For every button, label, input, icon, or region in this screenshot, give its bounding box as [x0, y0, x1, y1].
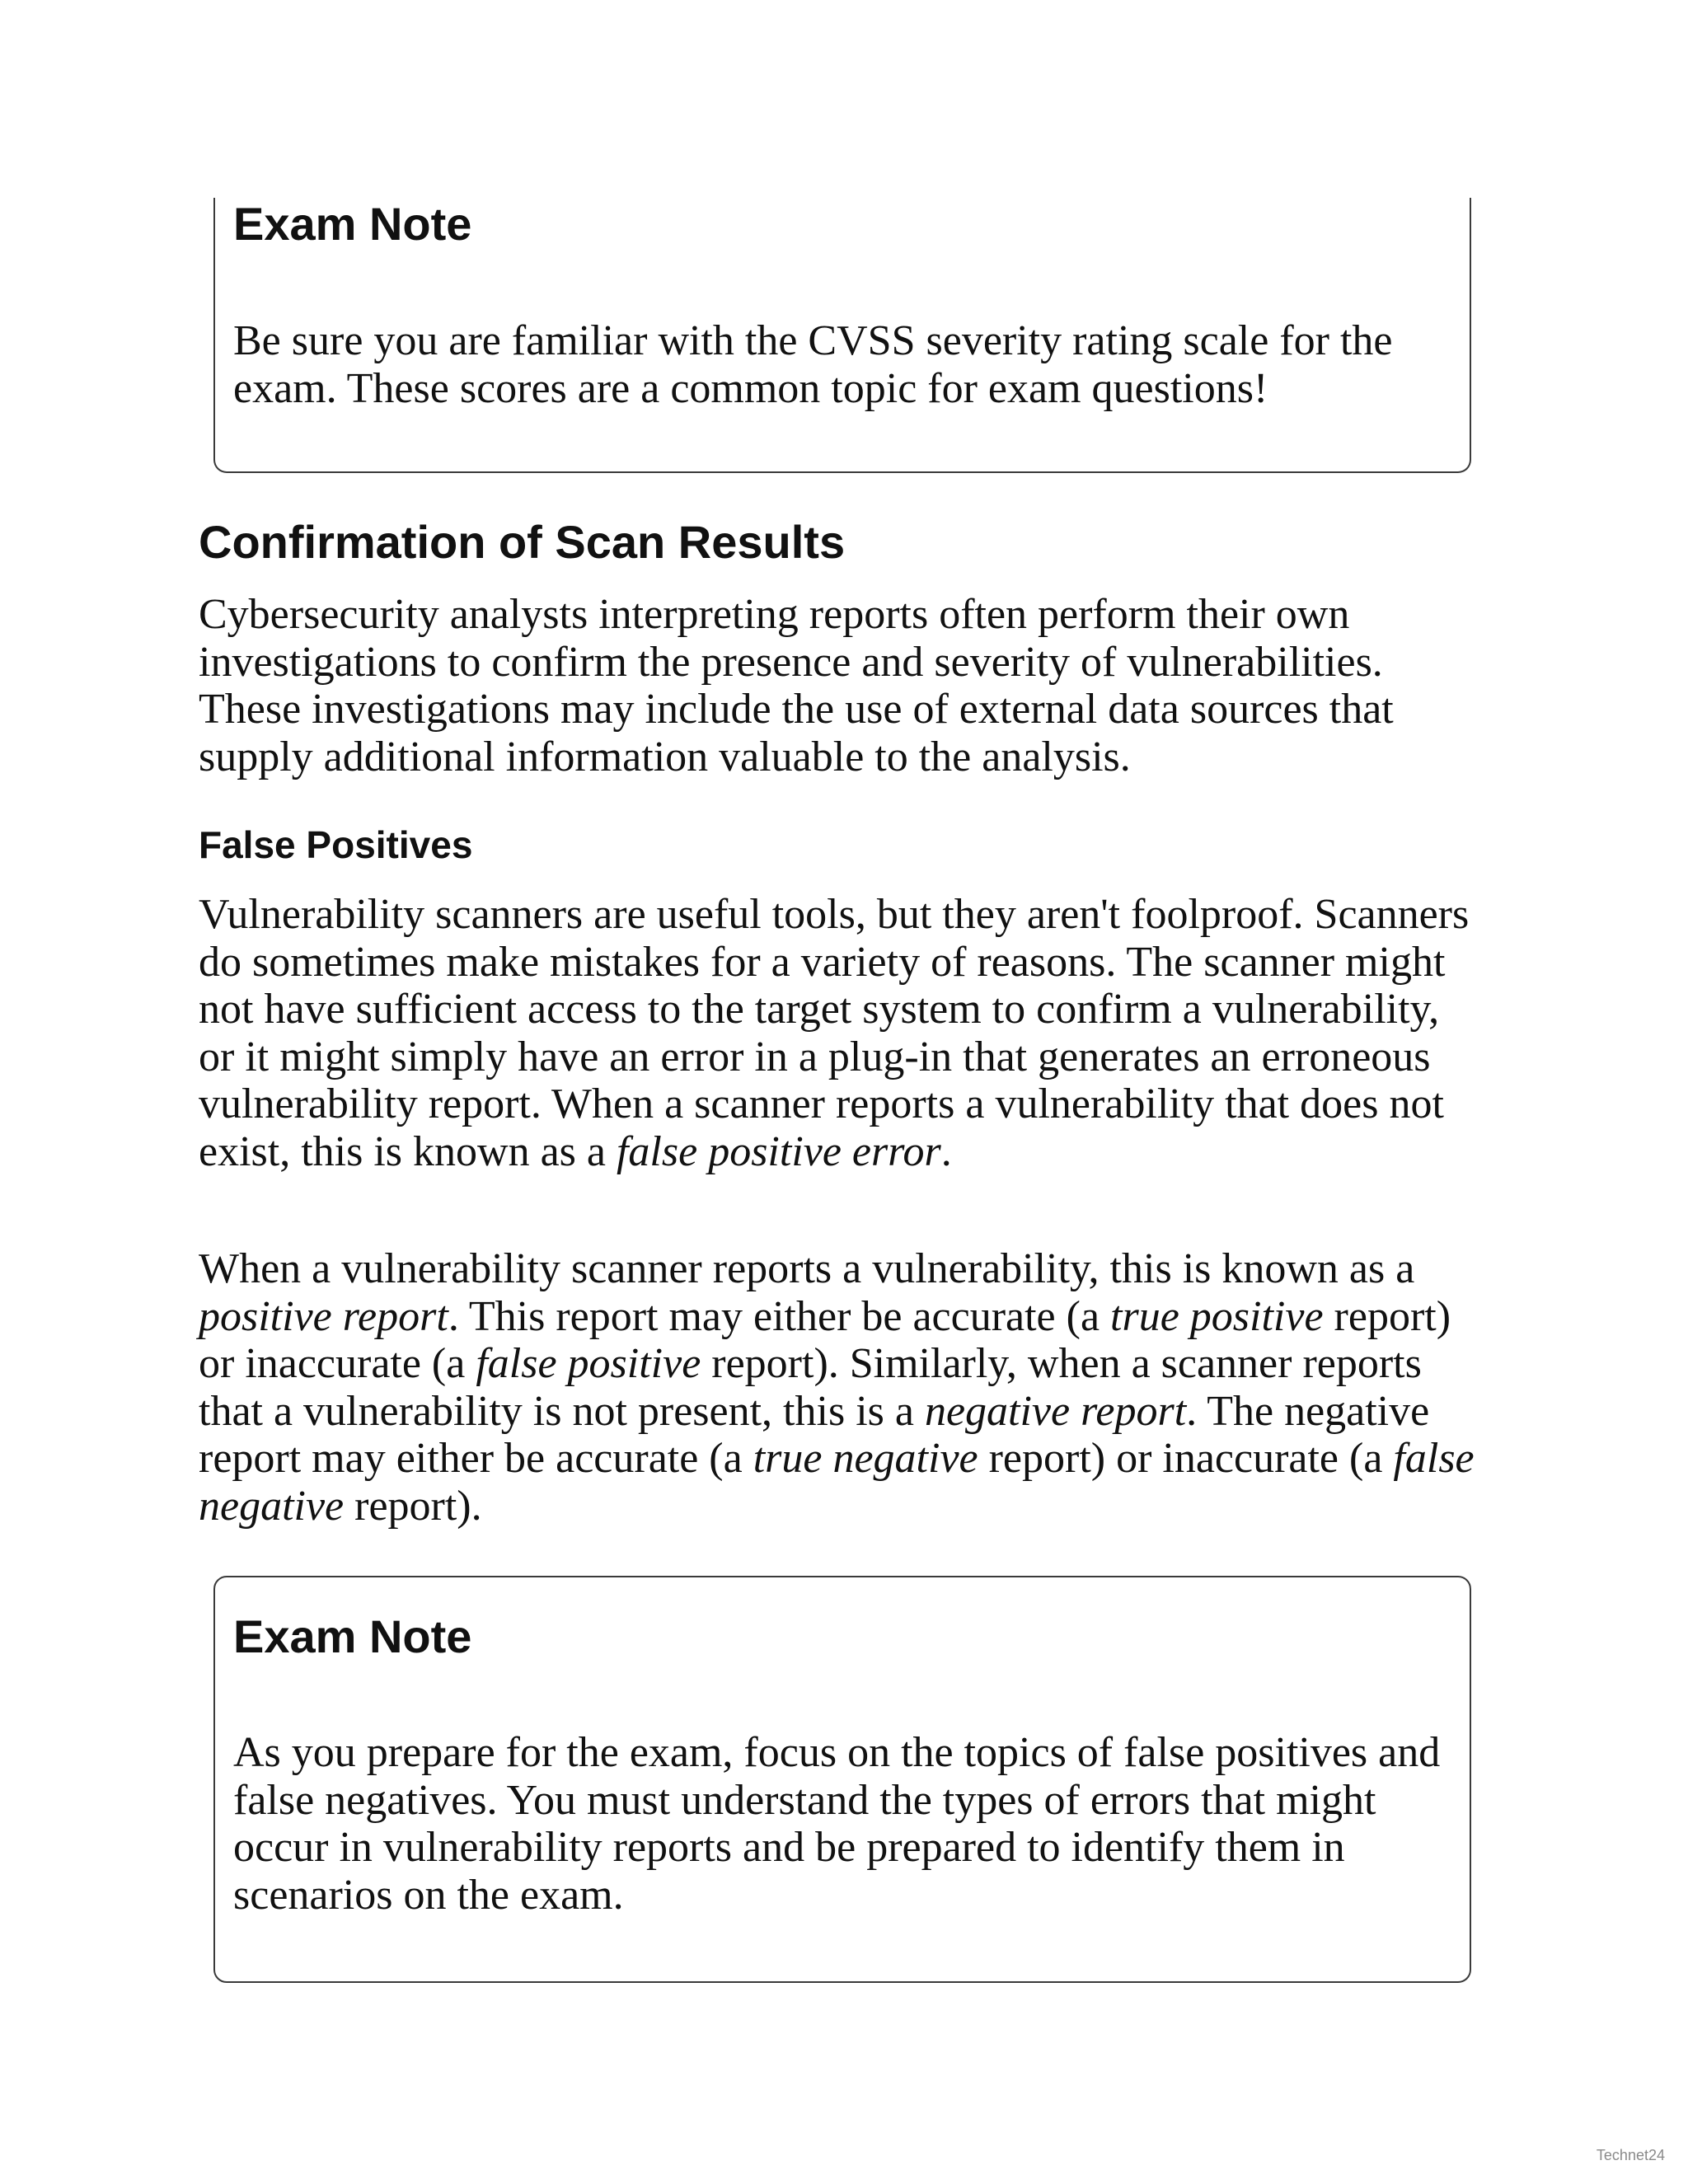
paragraph-text: report) or inaccurate (a [978, 1435, 1394, 1482]
false-positives-paragraph [199, 891, 1484, 1175]
footer-watermark: Technet24 [1596, 2147, 1665, 2163]
paragraph-text: . This report may either be accurate (a [448, 1292, 1111, 1340]
exam-note-box-false-positives [213, 1576, 1471, 1983]
exam-note-body: As you prepare for the exam, focus on the topics of false positives and false negatives. You must understand the types of errors that might occur in vulnerability reports and be prepared to identify them in scenarios on the exam. [233, 1729, 1441, 1919]
emphasis-term: true positive [1110, 1292, 1324, 1340]
emphasis-term: false positive [476, 1340, 701, 1387]
paragraph-text: report). [344, 1482, 482, 1530]
subsection-heading: False Positives [199, 823, 473, 866]
paragraph-text: Vulnerability scanners are useful tools, but they aren't foolproof. Scanners do sometimes make mistakes for a variety of reasons. The scanner might not have sufficient access to the target system to confirm a vulnerability, or it might simply have an error in a plug-in that generates an erroneous vulnerability report. When a scanner reports a vulnerability that does not exist, this is known as a [199, 891, 1470, 1175]
section-intro-paragraph: Cybersecurity analysts interpreting reports often perform their own investigations to confirm the presence and severity of vulnerabilities. These investigations may include the use of external data sources that supply additional information valuable to the analysis. [199, 591, 1394, 780]
exam-note-title: Exam Note [233, 1610, 472, 1662]
exam-note-title: Exam Note [233, 198, 472, 250]
emphasis-term: positive report [199, 1292, 448, 1340]
emphasis-term: false negative [199, 1435, 1475, 1530]
paragraph-text: report) or inaccurate (a [199, 1292, 1451, 1387]
report-types-paragraph [199, 1245, 1484, 1530]
paragraph-text: report). Similarly, when a scanner reports that a vulnerability is not present, this is a [199, 1340, 1422, 1435]
exam-note-box-cvss [213, 198, 1471, 473]
section-heading: Confirmation of Scan Results [199, 516, 846, 568]
paragraph-text: . The negative report may either be accurate (a [199, 1387, 1430, 1482]
emphasis-term: true negative [753, 1435, 978, 1482]
paragraph-text: When a vulnerability scanner reports a vulnerability, this is known as a [199, 1245, 1415, 1292]
emphasis-term: false positive error [616, 1127, 941, 1175]
paragraph-text: . [940, 1127, 952, 1175]
exam-note-body: Be sure you are familiar with the CVSS severity rating scale for the exam. These scores are a common topic for exam questions! [233, 317, 1393, 412]
emphasis-term: negative report [924, 1387, 1187, 1435]
